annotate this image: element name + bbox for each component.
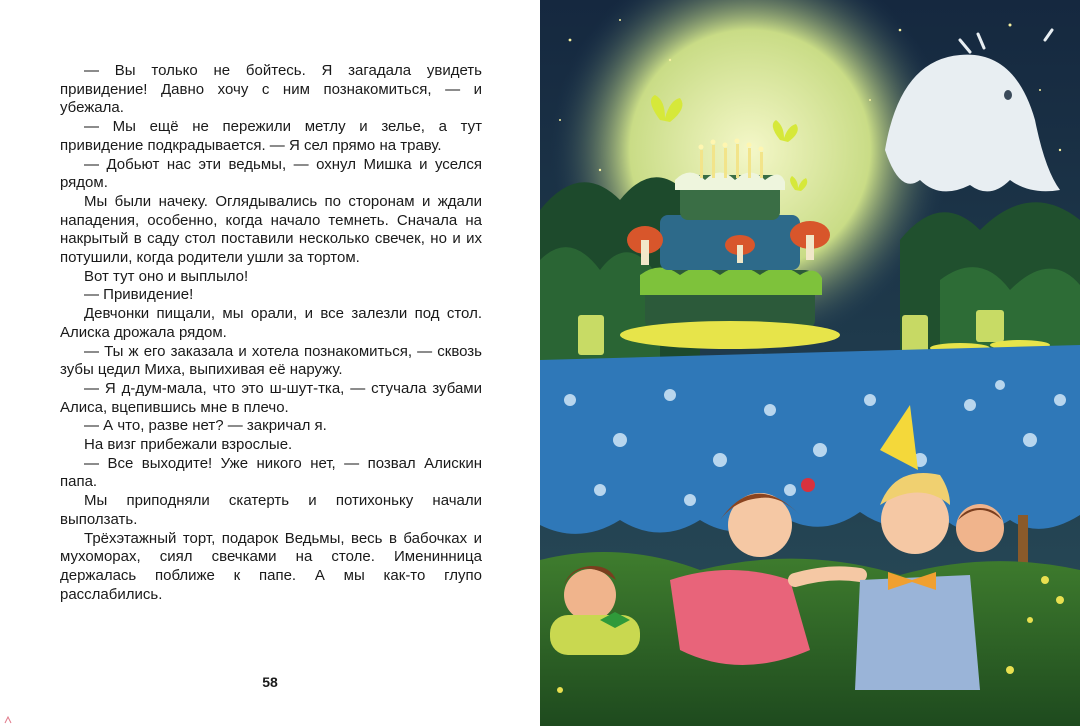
paragraph: Мы были начеку. Оглядывались по сторонам и ждали нападения, особенно, когда начало темнеть. Сначала на накрытый в саду стол поставили несколько свечек, но и их потушили, когда родители ушли за тортом.: [60, 192, 482, 267]
paragraph: — Добьют нас эти ведьмы, — охнул Мишка и уселся рядом.: [60, 155, 482, 192]
illustration: [540, 0, 1080, 726]
ghost-eye: [1004, 90, 1012, 100]
paragraph: Девчонки пищали, мы орали, и все залезли под стол. Алиска дрожала рядом.: [60, 305, 482, 341]
story-text: [60, 62, 482, 604]
paragraph: Мы приподняли скатерть и потихоньку начали выползать.: [60, 492, 482, 528]
paragraph: На визг прибежали взрослые.: [84, 436, 293, 454]
paragraph: — Ты ж его заказала и хотела познакомиться, — сквозь зубы цедил Миха, выпихивая её наружу.: [60, 342, 482, 379]
paragraph: — А что, разве нет? — закричал я.: [84, 417, 327, 435]
paragraph: Вот тут оно и выплыло!: [84, 267, 249, 285]
paragraph: Трёхэтажный торт, подарок Ведьмы, весь в бабочках и мухоморах, сиял свечками на столе. Именинница держалась поближе к папе. А мы как-то глупо расслабились.: [60, 529, 482, 603]
child-right: [956, 504, 1004, 552]
paragraph: — Я д-дум-мала, что это ш-шут-тка, — стучала зубами Алиса, вцепившись мне в плечо.: [60, 379, 482, 416]
paragraph: — Вы только не бойтесь. Я загадала увидеть привидение! Давно хочу с ним познакомиться, — и убежала.: [60, 62, 482, 117]
paragraph: — Мы ещё не пережили метлу и зелье, а тут привидение подкрадывается. — Я сел прямо на траву.: [60, 118, 482, 154]
paragraph: — Все выходите! Уже никого нет, — позвал Алискин папа.: [60, 454, 482, 491]
page-number: 58: [262, 674, 278, 690]
party-scene-illustration: [540, 0, 1080, 726]
paragraph: — Привидение!: [84, 286, 194, 304]
crop-mark-icon: [4, 716, 12, 724]
